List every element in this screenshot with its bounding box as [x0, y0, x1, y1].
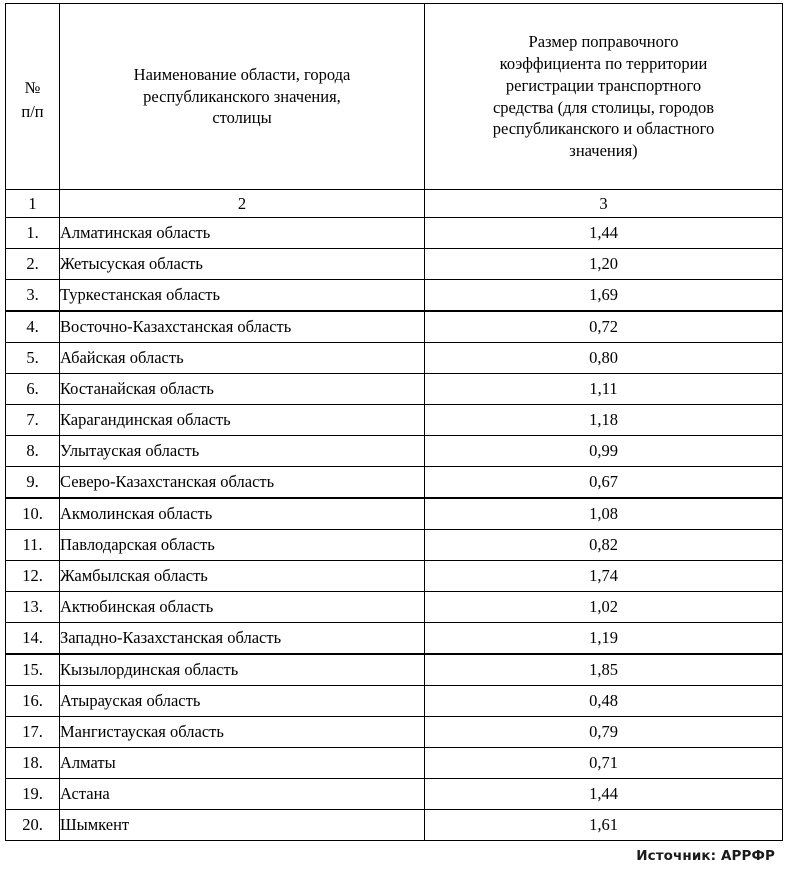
table-row [6, 561, 783, 592]
row-index-cell: 7. [6, 405, 60, 436]
region-name-cell: Карагандинская область [60, 405, 425, 436]
table-row [6, 405, 783, 436]
header-coefficient-line-2: коэффициента по территории [499, 53, 708, 73]
table-body [6, 218, 783, 841]
coefficient-value-cell: 1,11 [425, 374, 783, 405]
region-name-cell: Алматы [60, 748, 425, 779]
coefficient-value-cell: 1,19 [425, 623, 783, 655]
row-index-cell: 17. [6, 717, 60, 748]
header-coefficient-line-6: значения) [569, 141, 638, 161]
coefficient-value-cell: 0,71 [425, 748, 783, 779]
coefficient-value-cell: 0,80 [425, 343, 783, 374]
region-name-cell: Астана [60, 779, 425, 810]
region-name-cell: Шымкент [60, 810, 425, 841]
row-index-cell: 5. [6, 343, 60, 374]
header-region-line-3: столицы [212, 108, 272, 128]
region-name-cell: Западно-Казахстанская область [60, 623, 425, 655]
table-row [6, 717, 783, 748]
row-index-cell: 9. [6, 467, 60, 499]
table-row [6, 530, 783, 561]
coefficient-value-cell: 1,44 [425, 218, 783, 249]
region-name-cell: Жетысуская область [60, 249, 425, 280]
table-row [6, 436, 783, 467]
column-number-row [6, 190, 783, 218]
row-index-cell: 4. [6, 311, 60, 343]
region-name-cell: Улытауская область [60, 436, 425, 467]
coefficient-value-cell: 1,44 [425, 779, 783, 810]
coefficient-value-cell: 0,48 [425, 686, 783, 717]
table-row [6, 343, 783, 374]
row-index-cell: 15. [6, 654, 60, 686]
coefficient-value-cell: 1,08 [425, 498, 783, 530]
header-cell-coefficient [425, 4, 783, 190]
region-name-cell: Акмолинская область [60, 498, 425, 530]
row-index-cell: 13. [6, 592, 60, 623]
table-row [6, 592, 783, 623]
coefficient-value-cell: 1,02 [425, 592, 783, 623]
correction-coefficient-table [5, 3, 783, 841]
header-cell-region-name [60, 4, 425, 190]
source-note: Источник: АРРФР [636, 848, 775, 864]
coefficient-value-cell: 1,74 [425, 561, 783, 592]
coefficient-value-cell: 0,99 [425, 436, 783, 467]
header-cell-number [6, 4, 60, 190]
region-name-cell: Актюбинская область [60, 592, 425, 623]
table-row [6, 280, 783, 312]
row-index-cell: 12. [6, 561, 60, 592]
coefficient-value-cell: 0,79 [425, 717, 783, 748]
row-index-cell: 10. [6, 498, 60, 530]
coefficient-value-cell: 1,69 [425, 280, 783, 312]
coefficient-value-cell: 1,61 [425, 810, 783, 841]
row-index-cell: 3. [6, 280, 60, 312]
table-row [6, 779, 783, 810]
header-region-line-1: Наименование области, города [133, 64, 351, 84]
table-row [6, 467, 783, 499]
region-name-cell: Абайская область [60, 343, 425, 374]
header-coefficient-line-4: средства (для столицы, городов [492, 97, 715, 117]
row-index-cell: 18. [6, 748, 60, 779]
header-region-line-2: республиканского значения, [143, 86, 341, 106]
region-name-cell: Мангистауская область [60, 717, 425, 748]
row-index-cell: 16. [6, 686, 60, 717]
table-row [6, 311, 783, 343]
table-row [6, 810, 783, 841]
row-index-cell: 11. [6, 530, 60, 561]
region-name-cell: Жамбылская область [60, 561, 425, 592]
row-index-cell: 19. [6, 779, 60, 810]
column-number-1: 1 [6, 190, 60, 218]
region-name-cell: Восточно-Казахстанская область [60, 311, 425, 343]
table-header [6, 4, 783, 218]
coefficient-value-cell: 1,18 [425, 405, 783, 436]
coefficient-value-cell: 1,85 [425, 654, 783, 686]
row-index-cell: 6. [6, 374, 60, 405]
table-row [6, 623, 783, 655]
row-index-cell: 8. [6, 436, 60, 467]
region-name-cell: Костанайская область [60, 374, 425, 405]
coefficient-value-cell: 0,72 [425, 311, 783, 343]
table-row [6, 218, 783, 249]
region-name-cell: Кызылординская область [60, 654, 425, 686]
region-name-cell: Туркестанская область [60, 280, 425, 312]
region-name-cell: Атырауская область [60, 686, 425, 717]
table-row [6, 498, 783, 530]
region-name-cell: Алматинская область [60, 218, 425, 249]
row-index-cell: 1. [6, 218, 60, 249]
header-coefficient-line-3: регистрации транспортного [505, 75, 702, 95]
row-index-cell: 20. [6, 810, 60, 841]
header-coefficient-line-5: республиканского и областного [492, 119, 715, 139]
table-row [6, 249, 783, 280]
table-row [6, 748, 783, 779]
header-coefficient-line-1: Размер поправочного [528, 31, 679, 51]
table-row [6, 374, 783, 405]
table-row [6, 686, 783, 717]
column-number-2: 2 [60, 190, 425, 218]
header-row [6, 4, 783, 190]
coefficient-value-cell: 0,82 [425, 530, 783, 561]
row-index-cell: 2. [6, 249, 60, 280]
header-number-line-1: № [24, 78, 41, 98]
header-number-line-2: п/п [21, 102, 44, 121]
coefficient-value-cell: 0,67 [425, 467, 783, 499]
coefficient-value-cell: 1,20 [425, 249, 783, 280]
table-row [6, 654, 783, 686]
column-number-3: 3 [425, 190, 783, 218]
region-name-cell: Северо-Казахстанская область [60, 467, 425, 499]
region-name-cell: Павлодарская область [60, 530, 425, 561]
row-index-cell: 14. [6, 623, 60, 655]
